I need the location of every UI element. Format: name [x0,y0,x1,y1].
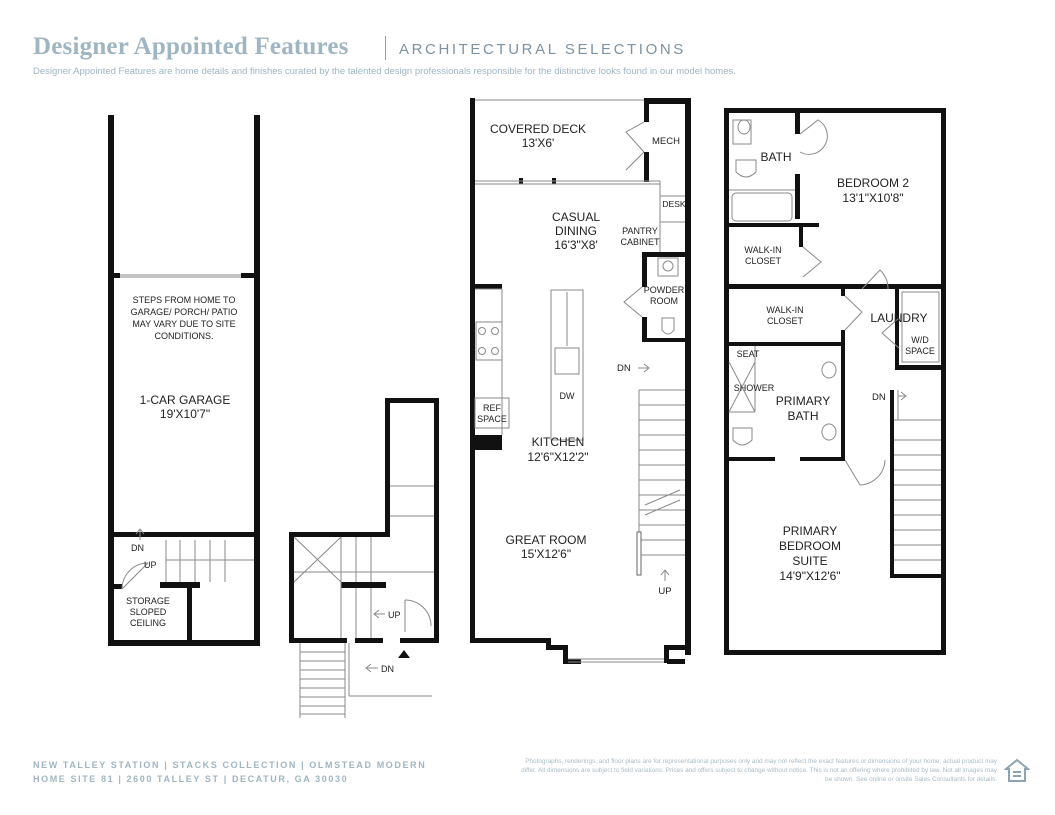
casual-dining-name-2: DINING [555,224,597,238]
powder-room-label-2: ROOM [650,296,678,306]
entry-dn-label: DN [381,664,394,674]
main-up-label: UP [658,586,672,597]
entry-linework [294,486,434,718]
upper-linework [729,120,941,560]
main-dn-label: DN [617,363,631,374]
footer-disclaimer: Photographs, renderings, and floor plans are for representational purposes only and may not reflect the exact features or dimensions of your home; actual product may differ. All dimensions are subject to field variations. Prices and offers subject to change without notice. This is not an offering where prohibited by law. Not all images may be shown. See online or onsite Sales Consultants for details. [521,758,997,783]
footer-community-line: NEW TALLEY STATION | STACKS COLLECTION | OLMSTEAD MODERN [33,760,427,770]
walk-in-closet-1-label-2: CLOSET [744,256,782,266]
powder-room-label-1: POWDER [643,285,685,295]
storage-label-2: SLOPED [129,607,167,617]
casual-dining-name-1: CASUAL [551,210,601,224]
ref-space-label-1: REF [483,403,501,413]
storage-label-1: STORAGE [126,596,170,606]
covered-deck-dim: 13'X6' [521,136,555,150]
covered-deck-name: COVERED DECK [489,122,587,136]
garage-note-4: CONDITIONS. [154,331,214,341]
garage-room-dim: 19'X10'7" [159,407,211,421]
upper-dn-label: DN [872,392,886,403]
storage-label-3: CEILING [129,618,167,628]
great-room-name: GREAT ROOM [505,533,587,547]
suite-dim: 14'9"X12'6" [779,569,841,583]
garage-dn-label: DN [131,543,144,553]
entry-walls [289,398,439,643]
suite-name-2: BEDROOM [778,539,842,553]
walk-in-closet-1-label-1: WALK-IN [744,245,782,255]
walk-in-closet-2-label-1: WALK-IN [766,305,804,315]
page-description: Designer Appointed Features are home details and finishes curated by the talented design professionals responsible for the distinctive looks found in our model homes. [33,66,736,77]
wd-space-label-2: SPACE [905,346,935,356]
main-walls [470,98,691,664]
garage-note-1: STEPS FROM HOME TO [132,295,236,305]
garage-note-3: MAY VARY DUE TO SITE [132,319,236,329]
wd-space-label-1: W/D [911,335,929,345]
suite-name-3: SUITE [792,554,828,568]
rail [637,532,641,575]
garage-up-label: UP [144,560,157,570]
page-subtitle: ARCHITECTURAL SELECTIONS [399,41,686,58]
main-level-plan [470,98,691,664]
kitchen-name: KITCHEN [531,435,585,449]
kitchen-dim: 12'6"X12'2" [527,450,589,464]
primary-bath-label-2: BATH [787,409,819,423]
suite-name-1: PRIMARY [782,524,838,538]
garage-room-name: 1-CAR GARAGE [139,393,231,407]
ref-space-label-2: SPACE [477,414,507,424]
desk-label: DESK [662,199,686,209]
seat-label: SEAT [736,349,760,359]
mech-label: MECH [652,136,680,147]
page-title: Designer Appointed Features [33,33,349,60]
entry-arrow-icon [398,650,410,658]
garage-note-2: GARAGE/ PORCH/ PATIO [130,307,238,317]
bedroom-2-dim: 13'1"X10'8" [842,191,904,205]
pantry-label-1: PANTRY [622,226,658,236]
primary-bath-label-1: PRIMARY [775,394,831,408]
upper-level-plan [724,108,946,655]
main-linework [475,100,685,662]
garage-walls [108,115,260,646]
bath-label: BATH [760,150,792,164]
entry-stair-plan [289,398,439,718]
casual-dining-dim: 16'3"X8' [554,238,598,252]
great-room-dim: 15'X12'6" [520,547,572,561]
dw-label: DW [559,391,575,401]
garage-level-plan [108,115,260,646]
pantry-label-2: CABINET [620,237,660,247]
walk-in-closet-2-label-2: CLOSET [766,316,804,326]
equal-housing-opportunity-icon [1004,758,1030,784]
bedroom-2-name: BEDROOM 2 [836,176,910,190]
laundry-label: LAUNDRY [870,311,928,325]
entry-up-label: UP [388,610,401,620]
footer-address-line: HOME SITE 81 | 2600 TALLEY ST | DECATUR, GA 30030 [33,774,349,784]
shower-label: SHOWER [733,383,775,393]
